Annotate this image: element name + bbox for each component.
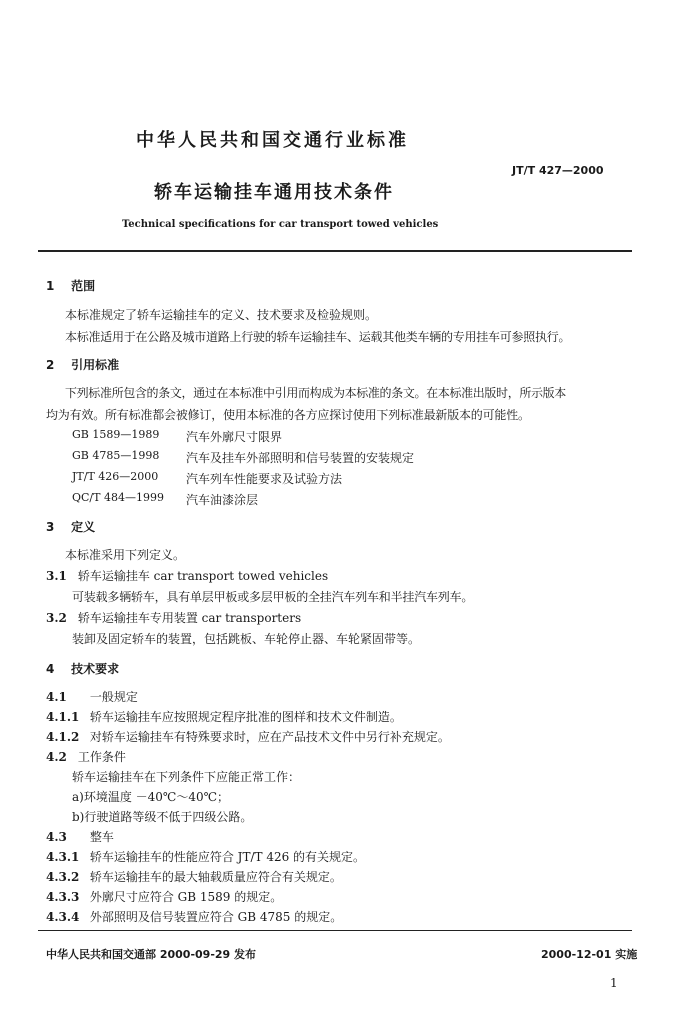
clause-4-1-2 [46,728,450,745]
clause-text: 轿车运输挂车的最大轴载质量应符合有关规定。 [89,870,342,884]
clause-text: 一般规定 [89,690,138,704]
section-4-number: 4 [46,662,55,676]
section-2-title: 引用标准 [71,358,120,372]
section-2-paragraph-line-1: 下列标准所包含的条文，通过在本标准中引用而构成为本标准的条文。在本标准出版时，所示版本 [65,386,566,400]
clause-4-3-1 [46,848,365,865]
document-title: 轿车运输挂车通用技术条件 [154,182,394,203]
section-4-title: 技术要求 [71,662,120,676]
reference-code: GB 4785—1998 [72,449,160,462]
section-3-number: 3 [46,520,55,534]
clause-4-1-1 [46,708,402,725]
clause-4-3 [46,828,114,845]
clause-text: 整车 [89,830,114,844]
clause-4-1 [46,688,138,705]
clause-number: 4.2 [46,750,67,764]
clause-text: 外廓尺寸应符合 GB 1589 的规定。 [89,890,283,904]
standard-number: JT/T 427—2000 [512,164,604,177]
clause-text: 外部照明及信号装置应符合 GB 4785 的规定。 [89,910,343,924]
working-condition-a: a)环境温度 －40℃～40℃； [72,790,230,804]
definition-3-2-term [46,609,301,626]
reference-code: QC/T 484—1999 [72,491,164,504]
section-1-heading [46,277,95,294]
section-2-heading [46,356,119,373]
clause-4-2 [46,748,126,765]
section-1-title: 范围 [71,279,96,293]
page-number: 1 [610,976,618,990]
section-1-number: 1 [46,279,55,293]
clause-number: 4.3.1 [46,850,80,864]
effective-date: 2000-12-01 实施 [541,948,638,961]
clause-text: 工作条件 [77,750,126,764]
section-2-paragraph-line-2: 均为有效。所有标准都会被修订，使用本标准的各方应探讨使用下列标准最新版本的可能性。 [46,408,530,422]
definition-3-2-number: 3.2 [46,611,67,625]
clause-number: 4.3.2 [46,870,80,884]
clause-4-3-2 [46,868,342,885]
document-title-english: Technical specifications for car transport towed vehicles [122,219,439,230]
reference-code: GB 1589—1989 [72,428,160,441]
standard-category: 中华人民共和国交通行业标准 [136,130,409,151]
definition-3-2-text: 装卸及固定轿车的装置，包括跳板、车轮停止器、车轮紧固带等。 [72,632,421,646]
clause-4-3-3 [46,888,282,905]
issue-date: 中华人民共和国交通部 2000-09-29 发布 [46,948,257,961]
section-4-heading [46,660,119,677]
header-divider [38,250,632,252]
clause-text: 轿车运输挂车应按照规定程序批准的图样和技术文件制造。 [89,710,402,724]
section-1-paragraph-1: 本标准规定了轿车运输挂车的定义、技术要求及检验规则。 [65,308,378,322]
section-3-heading [46,518,95,535]
definition-3-1-number: 3.1 [46,569,67,583]
section-3-title: 定义 [71,520,96,534]
definition-3-1-term [46,567,328,584]
reference-name: 汽车及挂车外部照明和信号装置的安装规定 [186,451,415,465]
definition-3-1-term-text: 轿车运输挂车 car transport towed vehicles [77,569,329,583]
reference-name: 汽车外廓尺寸限界 [186,430,283,444]
reference-name: 汽车列车性能要求及试验方法 [186,472,343,486]
footer-divider [38,930,632,931]
clause-number: 4.3.3 [46,890,80,904]
reference-name: 汽车油漆涂层 [186,493,259,507]
section-2-number: 2 [46,358,55,372]
clause-text: 轿车运输挂车的性能应符合 JT/T 426 的有关规定。 [89,850,366,864]
working-condition-b: b)行驶道路等级不低于四级公路。 [72,810,253,824]
clause-number: 4.1.1 [46,710,80,724]
clause-number: 4.1 [46,690,67,704]
section-3-intro: 本标准采用下列定义。 [65,548,186,562]
working-conditions-intro: 轿车运输挂车在下列条件下应能正常工作： [72,770,301,784]
reference-code: JT/T 426—2000 [72,470,159,483]
section-1-paragraph-2: 本标准适用于在公路及城市道路上行驶的轿车运输挂车、运载其他类车辆的专用挂车可参照执行。 [65,330,571,344]
definition-3-1-text: 可装载多辆轿车，具有单层甲板或多层甲板的全挂汽车列车和半挂汽车列车。 [72,590,474,604]
clause-number: 4.3.4 [46,910,80,924]
clause-text: 对轿车运输挂车有特殊要求时，应在产品技术文件中另行补充规定。 [89,730,450,744]
clause-4-3-4 [46,908,342,925]
definition-3-2-term-text: 轿车运输挂车专用装置 car transporters [77,611,302,625]
clause-number: 4.1.2 [46,730,80,744]
clause-number: 4.3 [46,830,67,844]
